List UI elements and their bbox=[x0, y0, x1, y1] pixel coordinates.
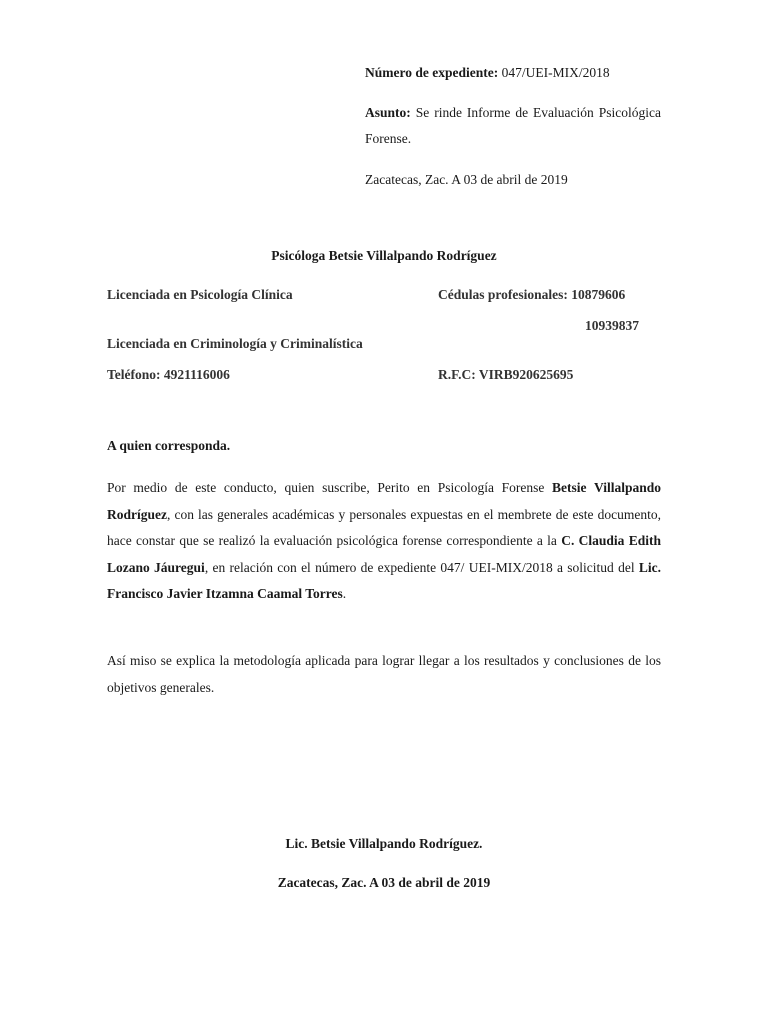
p1-evaluated-name: C. Claudia Edith Lozano Jáuregui bbox=[107, 533, 661, 575]
degree-clinical: Licenciada en Psicología Clínica bbox=[107, 287, 293, 302]
expediente-line bbox=[365, 60, 661, 86]
rfc: R.F.C: VIRB920625695 bbox=[438, 367, 574, 382]
expediente-label: Número de expediente: bbox=[365, 65, 499, 80]
cedula-second: 10939837 bbox=[585, 318, 639, 333]
asunto-line bbox=[365, 100, 661, 152]
expediente-value: 047/UEI-MIX/2018 bbox=[501, 65, 610, 80]
greeting: A quien corresponda. bbox=[107, 438, 231, 453]
professional-name: Psicóloga Betsie Villalpando Rodríguez bbox=[271, 248, 497, 263]
phone: Teléfono: 4921116006 bbox=[107, 367, 230, 382]
asunto-label: Asunto: bbox=[365, 105, 411, 120]
p1-text-g: . bbox=[342, 586, 347, 601]
p1-requester-name: Lic. Francisco Javier Itzamna Caamal Torres bbox=[107, 559, 661, 601]
paragraph-2: Así miso se explica la metodología aplicada para lograr llegar a los resultados y conclusiones de los objetivos generales. bbox=[107, 653, 661, 695]
paragraph-1 bbox=[107, 475, 661, 608]
p1-perito-name: Betsie Villalpando Rodríguez bbox=[107, 480, 661, 522]
cedulas-label: Cédulas profesionales: 10879606 bbox=[438, 287, 626, 302]
p1-text-c: , con las generales académicas y personales expuestas en el membrete de este documento, hace constar que se realizó la evaluación psicológica forense correspondiente a la bbox=[107, 506, 661, 548]
degree-criminology: Licenciada en Criminología y Criminalística bbox=[107, 336, 363, 351]
p1-text-a: Por medio de este conducto, quien suscribe, Perito en Psicología Forense bbox=[107, 480, 553, 495]
asunto-value: Se rinde Informe de Evaluación Psicológica Forense. bbox=[365, 105, 661, 146]
p1-text-e: , en relación con el número de expediente 047/ UEI-MIX/2018 a solicitud del bbox=[204, 559, 639, 575]
signature-place-date: Zacatecas, Zac. A 03 de abril de 2019 bbox=[277, 875, 491, 890]
header-place-date: Zacatecas, Zac. A 03 de abril de 2019 bbox=[365, 172, 568, 187]
signature-name: Lic. Betsie Villalpando Rodríguez. bbox=[285, 836, 483, 851]
